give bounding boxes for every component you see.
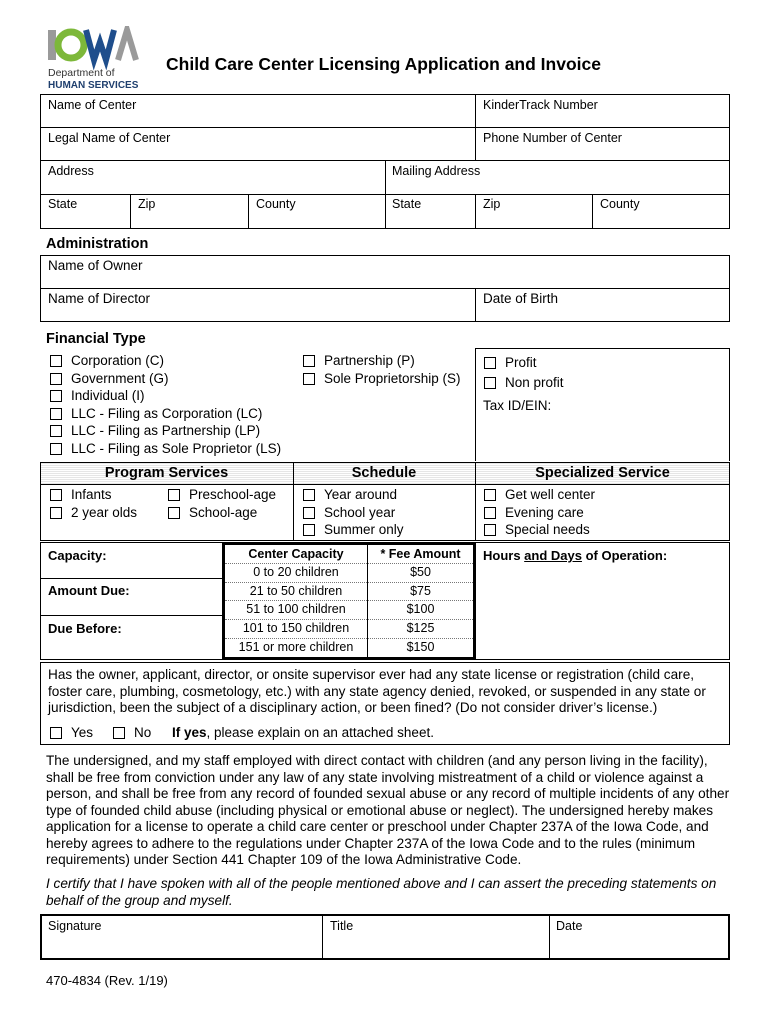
- fee-row-capacity: 21 to 50 children: [249, 584, 343, 598]
- title-field[interactable]: Title: [330, 919, 354, 933]
- capacity-field[interactable]: Capacity:: [48, 548, 107, 563]
- schedule-heading: Schedule: [351, 465, 417, 481]
- checkbox[interactable]: [50, 727, 62, 739]
- checkbox[interactable]: [484, 507, 496, 519]
- fee-header-amount: * Fee Amount: [380, 547, 461, 561]
- fin-profit[interactable]: Profit: [484, 354, 537, 371]
- fee-row-amount: $75: [410, 584, 431, 598]
- certification-statement: The undersigned, and my staff employed with direct contact with children (and any person living in the facility), shall be free from conviction under any law of any state involving mistreatment of a child or violence against a person, and shall be free from any record of founded sexual abuse or any record of multiple incidents of any other type of founded child abuse (including physical or emotional abuse or neglect). The undersigned hereby makes application for a license to operate a child care center or preschool under Chapter 237A of the Iowa Code, and hereby agrees to adhere to the regulations under Chapter 237A of the Iowa Code and to the rules (minimum requirements) under Section 441 Chapter 109 of the Iowa Administrative Code.: [46, 753, 730, 867]
- checkbox[interactable]: [50, 373, 62, 385]
- disciplinary-question: Has the owner, applicant, director, or onsite supervisor ever had any state license or registration (child care, foster care, plumbing, cosmetology, etc.) with any state agency denied, revoked, or suspended in any state or jurisdiction, been the subject of a disciplinary action, or been fined? (Do not consider driver’s license.): [48, 667, 706, 715]
- answer-yes[interactable]: Yes: [50, 724, 93, 741]
- checkbox[interactable]: [303, 507, 315, 519]
- dob-field[interactable]: Date of Birth: [483, 291, 559, 306]
- sched-summer-only[interactable]: Summer only: [303, 521, 404, 538]
- kindertrack-field[interactable]: KinderTrack Number: [483, 98, 598, 112]
- fin-nonprofit[interactable]: Non profit: [484, 374, 564, 391]
- answer-no[interactable]: No: [113, 724, 151, 741]
- director-field[interactable]: Name of Director: [48, 291, 151, 306]
- logo-sub2: HUMAN SERVICES: [48, 80, 139, 91]
- checkbox[interactable]: [484, 524, 496, 536]
- fee-row-capacity: 151 or more children: [238, 640, 354, 654]
- due-before-field[interactable]: Due Before:: [48, 621, 122, 636]
- fin-partnership[interactable]: Partnership (P): [303, 352, 415, 369]
- fin-llc-partner[interactable]: LLC - Filing as Partnership (LP): [50, 422, 260, 439]
- fee-row-amount: $125: [406, 621, 435, 635]
- checkbox[interactable]: [50, 443, 62, 455]
- sched-year-around[interactable]: Year around: [303, 486, 397, 503]
- hours-of-operation-field[interactable]: Hours and Days of Operation:: [483, 548, 668, 563]
- prog-school-age[interactable]: School-age: [168, 504, 257, 521]
- certify-statement: I certify that I have spoken with all of the people mentioned above and I can assert the preceding statements on behalf of the group and myself.: [46, 876, 717, 908]
- prog-2-year-olds[interactable]: 2 year olds: [50, 504, 137, 521]
- mailing-address-field[interactable]: Mailing Address: [392, 164, 481, 178]
- date-field[interactable]: Date: [556, 919, 583, 933]
- checkbox[interactable]: [484, 489, 496, 501]
- name-of-center-field[interactable]: Name of Center: [48, 98, 137, 112]
- page-title: Child Care Center Licensing Application and Invoice: [166, 54, 601, 74]
- mailing-county-field[interactable]: County: [600, 197, 640, 211]
- county-field[interactable]: County: [256, 197, 296, 211]
- phone-field[interactable]: Phone Number of Center: [483, 131, 622, 145]
- checkbox[interactable]: [484, 357, 496, 369]
- zip-field[interactable]: Zip: [138, 197, 156, 211]
- logo-sub1: Department of: [48, 67, 115, 79]
- fee-row-amount: $50: [410, 565, 431, 579]
- checkbox[interactable]: [50, 489, 62, 501]
- specialized-heading: Specialized Service: [535, 465, 670, 481]
- amount-due-field[interactable]: Amount Due:: [48, 583, 130, 598]
- fee-header-capacity: Center Capacity: [248, 547, 344, 561]
- administration-heading: Administration: [46, 236, 149, 252]
- fee-row-amount: $100: [406, 602, 435, 616]
- checkbox[interactable]: [50, 355, 62, 367]
- spec-evening[interactable]: Evening care: [484, 504, 584, 521]
- fin-llc-corp[interactable]: LLC - Filing as Corporation (LC): [50, 405, 262, 422]
- if-yes-note: If yes , please explain on an attached sheet.: [172, 725, 434, 740]
- legal-name-field[interactable]: Legal Name of Center: [48, 131, 171, 145]
- mailing-state-field[interactable]: State: [392, 197, 422, 211]
- fin-government[interactable]: Government (G): [50, 370, 169, 387]
- sched-school-year[interactable]: School year: [303, 504, 395, 521]
- fin-individual[interactable]: Individual (I): [50, 387, 145, 404]
- tax-id-field[interactable]: Tax ID/EIN:: [483, 398, 552, 413]
- fin-corporation[interactable]: Corporation (C): [50, 352, 164, 369]
- address-field[interactable]: Address: [48, 164, 94, 178]
- checkbox[interactable]: [303, 489, 315, 501]
- spec-get-well[interactable]: Get well center: [484, 486, 595, 503]
- financial-heading: Financial Type: [46, 331, 146, 347]
- fee-row-amount: $150: [406, 640, 435, 654]
- form-number: 470-4834 (Rev. 1/19): [46, 973, 168, 988]
- checkbox[interactable]: [50, 390, 62, 402]
- checkbox[interactable]: [50, 507, 62, 519]
- dhs-logo: [46, 26, 146, 92]
- program-services-heading: Program Services: [104, 465, 229, 481]
- signature-box: [40, 914, 730, 960]
- checkbox[interactable]: [303, 355, 315, 367]
- prog-preschool[interactable]: Preschool-age: [168, 486, 276, 503]
- fin-llc-sole[interactable]: LLC - Filing as Sole Proprietor (LS): [50, 440, 281, 457]
- fee-row-capacity: 51 to 100 children: [246, 602, 346, 616]
- state-field[interactable]: State: [48, 197, 78, 211]
- fee-row-capacity: 0 to 20 children: [253, 565, 339, 579]
- checkbox[interactable]: [303, 524, 315, 536]
- checkbox[interactable]: [168, 489, 180, 501]
- checkbox[interactable]: [484, 377, 496, 389]
- signature-field[interactable]: Signature: [48, 919, 102, 933]
- fin-sole-proprietorship[interactable]: Sole Proprietorship (S): [303, 370, 461, 387]
- spec-special-needs[interactable]: Special needs: [484, 521, 590, 538]
- checkbox[interactable]: [113, 727, 125, 739]
- owner-field[interactable]: Name of Owner: [48, 258, 143, 273]
- checkbox[interactable]: [50, 425, 62, 437]
- checkbox[interactable]: [303, 373, 315, 385]
- fee-row-capacity: 101 to 150 children: [242, 621, 350, 635]
- checkbox[interactable]: [50, 408, 62, 420]
- mailing-zip-field[interactable]: Zip: [483, 197, 501, 211]
- checkbox[interactable]: [168, 507, 180, 519]
- prog-infants[interactable]: Infants: [50, 486, 112, 503]
